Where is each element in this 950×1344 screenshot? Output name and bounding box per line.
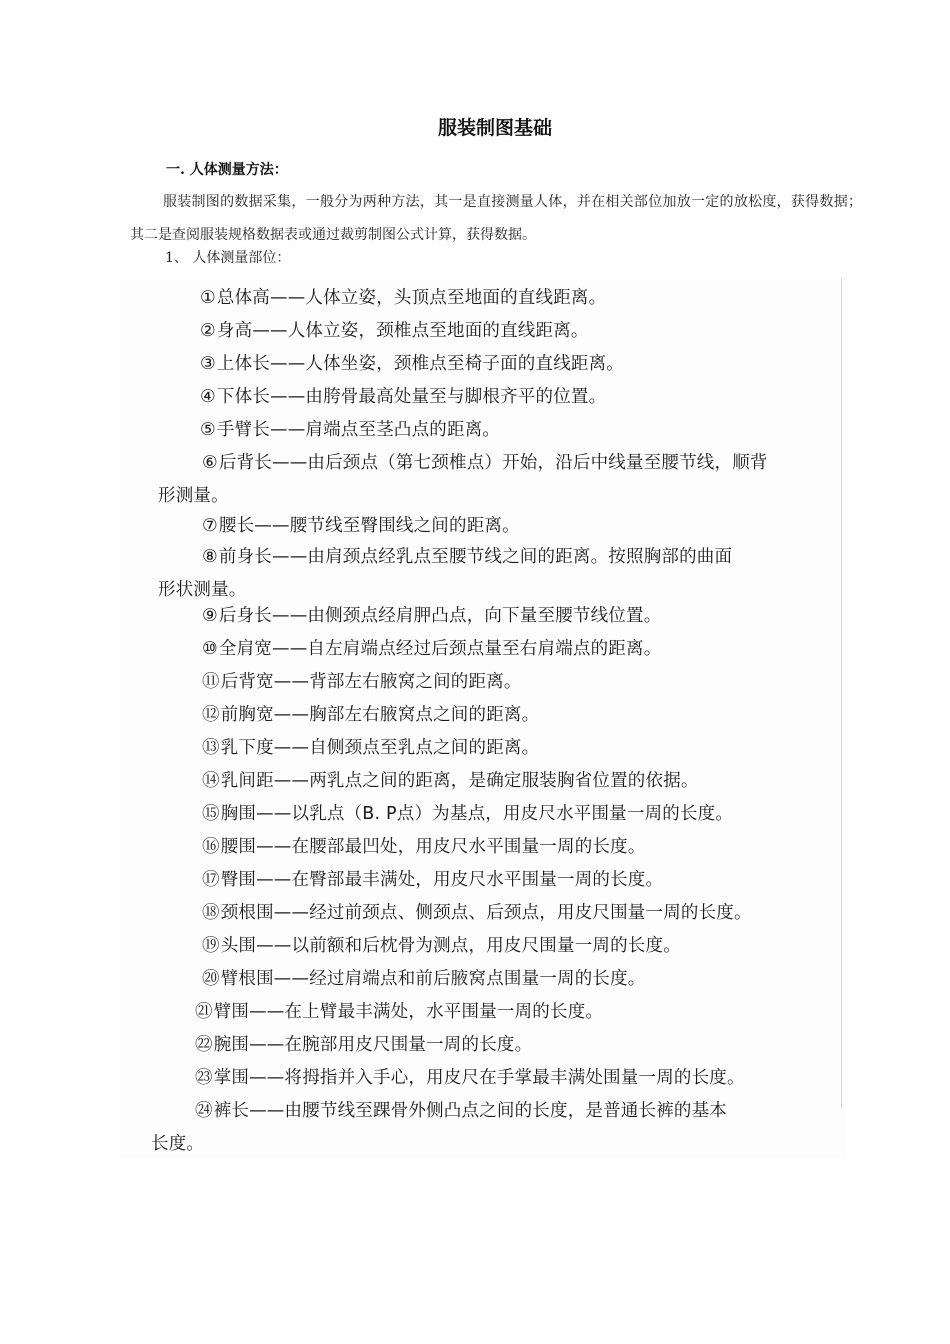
measurement-item — [202, 798, 842, 831]
measurement-item — [200, 315, 840, 348]
measurement-item — [202, 699, 842, 732]
measurement-item — [202, 666, 842, 699]
scanned-measurement-list — [120, 278, 846, 1158]
measurement-item — [202, 765, 842, 798]
measurement-number: ⑱ — [202, 903, 220, 923]
measurement-number: ⑦ — [202, 516, 218, 536]
measurement-text: 掌围——将拇指并入手心，用皮尺在手掌最丰满处围量一周的长度。 — [213, 1068, 745, 1088]
measurement-number: ⑯ — [202, 837, 220, 857]
measurement-text: 后身长——由侧颈点经肩胛凸点，向下量至腰节线位置。 — [218, 606, 662, 626]
measurement-text: 身高——人体立姿，颈椎点至地面的直线距离。 — [216, 321, 589, 341]
measurement-text: 腕围——在腕部用皮尺围量一周的长度。 — [213, 1035, 533, 1055]
measurement-number: ⑬ — [202, 738, 220, 758]
measurement-number: ① — [200, 288, 216, 308]
measurement-number: ㉒ — [195, 1035, 213, 1055]
measurement-number: ⑳ — [202, 969, 220, 989]
measurement-number: ⑥ — [202, 453, 218, 473]
measurement-text: 手臂长——肩端点至茎凸点的距离。 — [216, 420, 501, 440]
measurement-text: 臀围——在臀部最丰满处，用皮尺水平围量一周的长度。 — [220, 870, 664, 890]
measurement-number: ⑮ — [202, 804, 220, 824]
intro-paragraph: 服装制图的数据采集，一般分为两种方法，其一是直接测量人体，并在相关部位加放一定的放松度，获得数据；其二是查阅服装规格数据表或通过裁剪制图公式计算，获得数据。 — [130, 194, 862, 243]
measurement-text: 总体高——人体立姿，头顶点至地面的直线距离。 — [216, 288, 607, 308]
measurement-item — [202, 963, 842, 996]
measurement-number: ⑪ — [202, 672, 220, 692]
measurement-number: ③ — [200, 354, 216, 374]
measurement-number: ④ — [200, 387, 216, 407]
measurement-item — [195, 996, 835, 1029]
measurement-text: 前胸宽——胸部左右腋窝点之间的距离。 — [220, 705, 540, 725]
measurement-text: 臂根围——经过肩端点和前后腋窝点围量一周的长度。 — [220, 969, 646, 989]
measurement-number: ㉓ — [195, 1068, 213, 1088]
measurement-text: 下体长——由胯骨最高处量至与脚根齐平的位置。 — [216, 387, 607, 407]
measurement-number: ⑲ — [202, 936, 220, 956]
measurement-number: ⑩ — [202, 639, 218, 659]
document-title: 服装制图基础 — [437, 117, 552, 139]
measurement-text: 乳下度——自侧颈点至乳点之间的距离。 — [220, 738, 540, 758]
measurement-text: 前身长——由肩颈点经乳点至腰节线之间的距离。按照胸部的曲面 — [218, 547, 733, 567]
measurement-text: 头围——以前额和后枕骨为测点，用皮尺围量一周的长度。 — [220, 936, 681, 956]
section-heading: 一. 人体测量方法： — [166, 162, 288, 178]
measurement-text-continuation: 长度。 — [151, 1134, 205, 1154]
measurement-text: 后背长——由后颈点（第七颈椎点）开始，沿后中线量至腰节线，顺背 — [218, 453, 768, 473]
measurement-item — [202, 732, 842, 765]
measurement-item — [158, 447, 852, 513]
measurement-text: 全肩宽——自左肩端点经过后颈点量至右肩端点的距离。 — [218, 639, 662, 659]
measurement-item — [158, 541, 852, 607]
measurement-text: 臂围——在上臂最丰满处，水平围量一周的长度。 — [213, 1002, 604, 1022]
measurement-item — [200, 381, 840, 414]
measurement-text: 后背宽——背部左右腋窝之间的距离。 — [220, 672, 522, 692]
measurement-item — [195, 1062, 835, 1095]
measurement-text: 颈根围——经过前颈点、侧颈点、后颈点，用皮尺围量一周的长度。 — [220, 903, 752, 923]
measurement-text: 腰长——腰节线至臀围线之间的距离。 — [218, 516, 520, 536]
measurement-text: 乳间距——两乳点之间的距离，是确定服装胸省位置的依据。 — [220, 771, 699, 791]
measurement-item — [195, 1029, 835, 1062]
measurement-item — [151, 1095, 845, 1161]
measurement-item — [202, 930, 842, 963]
measurement-item — [202, 897, 842, 930]
measurement-text-continuation: 形状测量。 — [158, 580, 247, 600]
measurement-number: ⑤ — [200, 420, 216, 440]
measurement-number: ⑧ — [202, 547, 218, 567]
measurement-text: 裤长——由腰节线至踝骨外侧凸点之间的长度，是普通长裤的基本 — [213, 1101, 728, 1121]
measurement-number: ⑰ — [202, 870, 220, 890]
measurement-number: ㉔ — [195, 1101, 213, 1121]
measurement-item — [202, 864, 842, 897]
measurement-number: ⑭ — [202, 771, 220, 791]
sub-heading: 1、 人体测量部位： — [165, 250, 291, 266]
measurement-item — [202, 633, 842, 666]
measurement-number: ⑫ — [202, 705, 220, 725]
measurement-text: 上体长——人体坐姿，颈椎点至椅子面的直线距离。 — [216, 354, 624, 374]
measurement-item — [202, 831, 842, 864]
measurement-item — [200, 348, 840, 381]
measurement-number: ② — [200, 321, 216, 341]
measurement-item — [200, 414, 840, 447]
measurement-item — [202, 510, 842, 543]
measurement-number: ㉑ — [195, 1002, 213, 1022]
measurement-text-continuation: 形测量。 — [158, 486, 229, 506]
measurement-item — [202, 600, 842, 633]
measurement-number: ⑨ — [202, 606, 218, 626]
measurement-text: 胸围——以乳点（B. P点）为基点，用皮尺水平围量一周的长度。 — [220, 804, 734, 824]
measurement-item — [200, 282, 840, 315]
measurement-text: 腰围——在腰部最凹处，用皮尺水平围量一周的长度。 — [220, 837, 646, 857]
